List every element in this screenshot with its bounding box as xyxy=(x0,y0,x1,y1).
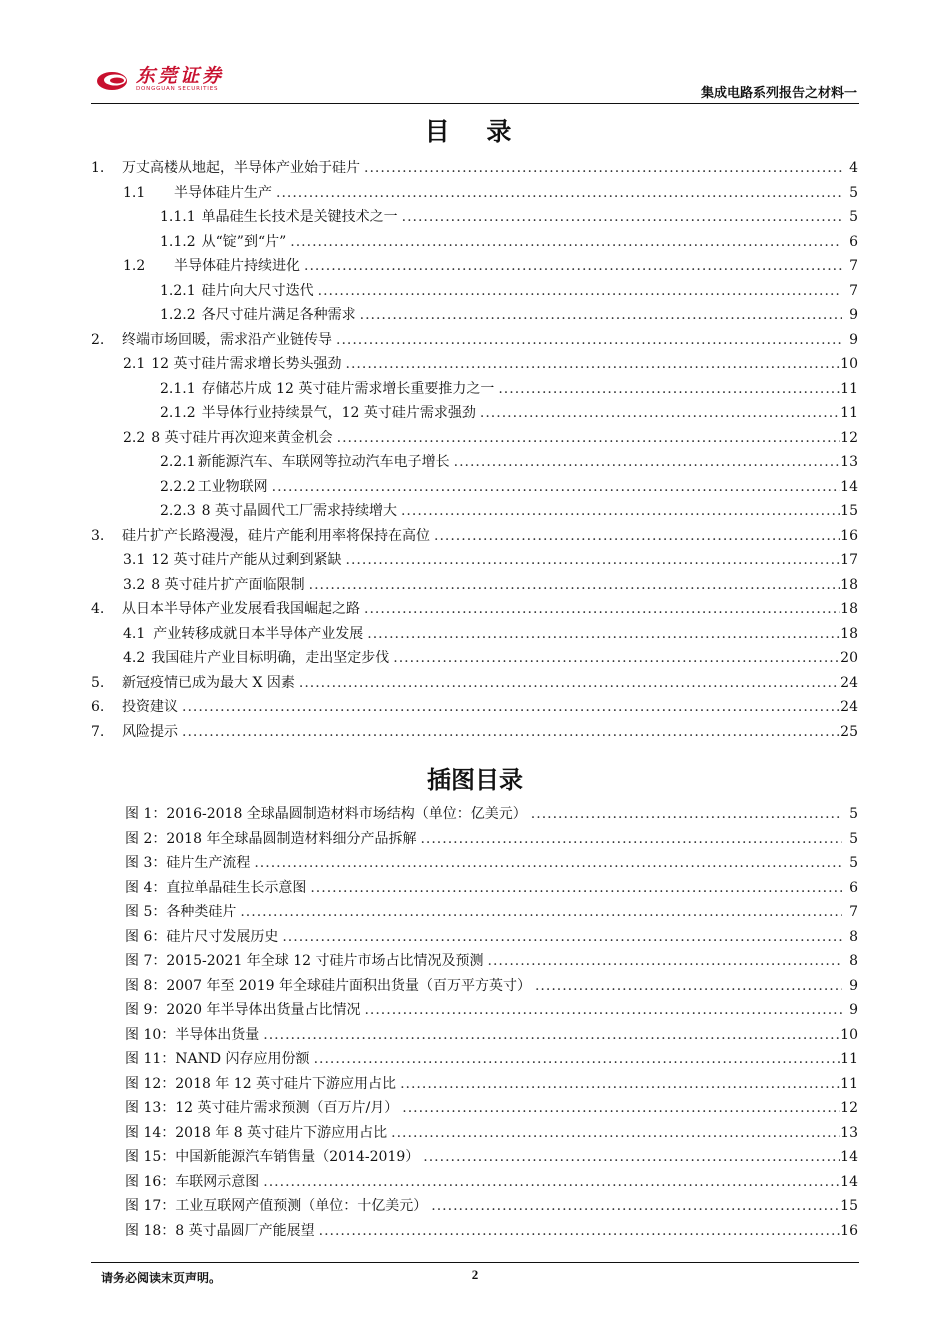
dot-leader xyxy=(236,902,842,922)
toc-entry-page: 10 xyxy=(840,356,858,372)
toc-entry-page: 5 xyxy=(849,209,858,225)
toc-entry-number: 7. xyxy=(91,723,105,740)
figure-entry-text: 2018 年全球晶圆制造材料细分产品拆解 xyxy=(166,830,417,847)
toc-entry-page: 12 xyxy=(840,429,858,446)
toc-entry-text: 硅片向大尺寸迭代 xyxy=(201,282,314,299)
logo-english-name: DONGGUAN SECURITIES xyxy=(136,86,219,92)
figure-label: 图 7： xyxy=(125,953,167,969)
dot-leader xyxy=(416,829,842,849)
toc-entry-page: 24 xyxy=(840,674,858,691)
figure-label: 图 6： xyxy=(125,928,167,945)
figure-entry-page: 10 xyxy=(840,1026,858,1043)
toc-entry-page: 13 xyxy=(840,454,858,470)
figure-label: 图 1： xyxy=(125,806,167,822)
figure-entry-text: 各种类硅片 xyxy=(166,904,237,920)
dot-leader xyxy=(356,305,842,325)
figure-entry-text: 2020 年半导体出货量占比情况 xyxy=(166,1002,361,1018)
page-header xyxy=(91,62,859,104)
toc-entry-number: 3. xyxy=(91,527,105,544)
figure-label: 图 8： xyxy=(125,977,167,994)
figure-entry[interactable] xyxy=(125,849,858,873)
figure-entry-page: 6 xyxy=(849,879,858,896)
dot-leader xyxy=(300,256,842,276)
figure-entry-text: 2016-2018 全球晶圆制造材料市场结构（单位：亿美元） xyxy=(166,806,527,822)
figure-entry-page: 5 xyxy=(849,830,858,847)
toc-entry-number: 2.1 xyxy=(123,356,146,372)
figure-entry-text: 车联网示意图 xyxy=(175,1173,260,1190)
figure-label: 图 16： xyxy=(125,1173,176,1190)
toc-entry-text: 新能源汽车、车联网等拉动汽车电子增长 xyxy=(197,454,450,470)
dot-leader xyxy=(398,207,842,227)
dot-leader xyxy=(178,697,840,717)
toc-entry[interactable] xyxy=(160,448,858,472)
toc-entry-text: 产业转移成就日本半导体产业发展 xyxy=(153,625,364,642)
dot-leader xyxy=(278,927,842,947)
dot-leader xyxy=(531,976,842,996)
figure-entry-text: NAND 闪存应用份额 xyxy=(175,1051,310,1067)
figure-entry[interactable] xyxy=(125,923,858,947)
dot-leader xyxy=(363,624,840,644)
toc-entry[interactable] xyxy=(160,228,858,252)
toc-entry-number: 2.1.1 xyxy=(160,380,196,397)
toc-entry-number: 1.1.2 xyxy=(160,233,196,250)
disclaimer-note: 请务必阅读末页声明。 xyxy=(101,1271,222,1285)
toc-entry-text: 半导体行业持续景气，12 英寸硅片需求强劲 xyxy=(201,405,476,421)
figure-entry-page: 11 xyxy=(840,1075,858,1092)
figure-label: 图 2： xyxy=(125,830,167,847)
figure-entry-text: 直拉单晶硅生长示意图 xyxy=(166,879,307,896)
toc-entry-text: 工业物联网 xyxy=(197,478,268,495)
figure-label: 图 12： xyxy=(125,1075,176,1092)
toc-entry[interactable] xyxy=(160,203,858,227)
dot-leader xyxy=(389,648,840,668)
dot-leader xyxy=(427,1196,840,1216)
figure-entry[interactable] xyxy=(125,996,858,1020)
toc-entry-page: 18 xyxy=(840,601,858,617)
figure-entry-page: 15 xyxy=(840,1198,858,1214)
toc-entry-text: 12 英寸硅片产能从过剩到紧缺 xyxy=(151,552,342,568)
toc-entry-page: 17 xyxy=(840,552,858,568)
toc-entry-number: 2.1.2 xyxy=(160,405,196,421)
toc-entry-text: 8 英寸晶圆代工厂需求持续增大 xyxy=(201,503,397,519)
toc-entry[interactable] xyxy=(123,546,858,570)
toc-heading: 目 录 xyxy=(424,117,526,146)
figure-entry-text: 工业互联网产值预测（单位：十亿美元） xyxy=(175,1198,428,1214)
toc-entry-text: 投资建议 xyxy=(122,699,178,715)
toc-entry-number: 2.2.1 xyxy=(160,454,196,470)
dot-leader xyxy=(484,951,842,971)
toc-entry-number: 4. xyxy=(91,601,105,617)
figure-entry[interactable] xyxy=(125,1119,858,1143)
dot-leader xyxy=(178,722,840,742)
figure-entry-page: 8 xyxy=(849,928,858,945)
figure-entry-text: 半导体出货量 xyxy=(175,1026,260,1043)
figure-entry-text: 2018 年 12 英寸硅片下游应用占比 xyxy=(175,1075,397,1092)
dot-leader xyxy=(259,1025,840,1045)
toc-entry-page: 18 xyxy=(840,576,858,593)
figure-entry[interactable] xyxy=(125,898,858,922)
toc-entry-number: 4.1 xyxy=(123,625,146,642)
figure-label: 图 5： xyxy=(125,904,167,920)
figure-label: 图 10： xyxy=(125,1026,176,1043)
figure-entry-text: 2015-2021 年全球 12 寸硅片市场占比情况及预测 xyxy=(166,953,484,969)
toc-entry-page: 7 xyxy=(849,258,858,274)
toc-entry-text: 万丈高楼从地起，半导体产业始于硅片 xyxy=(122,160,360,176)
figure-entry-page: 5 xyxy=(849,855,858,871)
figure-entry-text: 硅片尺寸发展历史 xyxy=(166,928,279,945)
dot-leader xyxy=(295,673,840,693)
toc-entry-text: 各尺寸硅片满足各种需求 xyxy=(201,307,356,323)
dot-leader xyxy=(305,575,841,595)
header-divider xyxy=(91,103,859,104)
toc-entry-page: 20 xyxy=(840,650,858,666)
toc-entry-page: 24 xyxy=(840,699,858,715)
figure-entry-text: 2018 年 8 英寸硅片下游应用占比 xyxy=(175,1124,388,1141)
toc-entry-number: 4.2 xyxy=(123,650,146,666)
toc-entry-page: 4 xyxy=(849,160,858,176)
figure-entry-page: 14 xyxy=(840,1149,858,1165)
dot-leader xyxy=(450,452,841,472)
toc-entry-number: 2.2.3 xyxy=(160,503,196,519)
toc-entry-page: 11 xyxy=(840,380,858,397)
figure-label: 图 11： xyxy=(125,1051,176,1067)
dot-leader xyxy=(268,477,841,497)
toc-entry-number: 2.2.2 xyxy=(160,478,196,495)
toc-entry[interactable] xyxy=(91,718,858,742)
toc-entry-number: 6. xyxy=(91,699,105,715)
figure-label: 图 9： xyxy=(125,1002,167,1018)
toc-entry-text: 硅片扩产长路漫漫，硅片产能利用率将保持在高位 xyxy=(122,527,430,544)
toc-entry-number: 1.1 xyxy=(123,184,146,201)
dot-leader xyxy=(333,428,841,448)
dot-leader xyxy=(527,804,842,824)
toc-entry-number: 1. xyxy=(91,160,105,176)
figure-label: 图 17： xyxy=(125,1198,176,1214)
dot-leader xyxy=(286,232,842,252)
figure-entry-text: 中国新能源汽车销售量（2014-2019） xyxy=(175,1149,420,1165)
toc-entry-page: 16 xyxy=(840,527,858,544)
dot-leader xyxy=(315,1221,841,1241)
dot-leader xyxy=(360,599,840,619)
dot-leader xyxy=(360,1000,842,1020)
dot-leader xyxy=(419,1147,840,1167)
toc-entry-page: 11 xyxy=(840,405,858,421)
figure-entry[interactable] xyxy=(125,825,858,849)
toc-entry[interactable] xyxy=(160,497,858,521)
toc-entry-text: 存储芯片成 12 英寸硅片需求增长重要推力之一 xyxy=(201,380,495,397)
figure-entry[interactable] xyxy=(125,1143,858,1167)
figure-label: 图 15： xyxy=(125,1149,176,1165)
dot-leader xyxy=(398,1098,840,1118)
toc-entry-page: 6 xyxy=(849,233,858,250)
logo-chinese-name: 东莞证券 xyxy=(136,65,225,87)
figure-entry[interactable] xyxy=(125,1070,858,1094)
dot-leader xyxy=(250,853,842,873)
figure-entry[interactable] xyxy=(125,1045,858,1069)
figure-entry-text: 硅片生产流程 xyxy=(166,855,251,871)
toc-entry[interactable] xyxy=(91,522,858,546)
toc-entry-number: 3.1 xyxy=(123,552,146,568)
figure-entry[interactable] xyxy=(125,1217,858,1241)
figure-entry[interactable] xyxy=(125,972,858,996)
dot-leader xyxy=(306,878,842,898)
dot-leader xyxy=(360,158,842,178)
toc-entry[interactable] xyxy=(123,644,858,668)
toc-entry-number: 1.2 xyxy=(123,258,146,274)
toc-entry[interactable] xyxy=(123,571,858,595)
figure-list-heading: 插图目录 xyxy=(427,766,523,794)
figure-entry-page: 14 xyxy=(840,1173,858,1190)
toc-entry-text: 新冠疫情已成为最大 X 因素 xyxy=(122,674,295,691)
toc-entry-page: 14 xyxy=(840,478,858,495)
toc-entry[interactable] xyxy=(91,326,858,350)
figure-entry-page: 11 xyxy=(840,1051,858,1067)
dot-leader xyxy=(310,1049,841,1069)
dot-leader xyxy=(396,1074,840,1094)
figure-entry[interactable] xyxy=(125,800,858,824)
toc-entry[interactable] xyxy=(160,277,858,301)
toc-entry-number: 1.1.1 xyxy=(160,209,196,225)
toc-entry-text: 8 英寸硅片再次迎来黄金机会 xyxy=(151,429,333,446)
figure-label: 图 13： xyxy=(125,1100,176,1116)
toc-entry[interactable] xyxy=(160,399,858,423)
figure-entry-page: 9 xyxy=(849,1002,858,1018)
toc-entry-text: 风险提示 xyxy=(122,723,178,740)
toc-entry[interactable] xyxy=(123,252,858,276)
toc-entry-text: 我国硅片产业目标明确，走出坚定步伐 xyxy=(151,650,390,666)
figure-entry-page: 12 xyxy=(840,1100,858,1116)
toc-entry-text: 半导体硅片生产 xyxy=(174,184,272,201)
toc-entry-text: 12 英寸硅片需求增长势头强劲 xyxy=(151,356,342,372)
toc-entry-page: 5 xyxy=(849,184,858,201)
page-footer xyxy=(91,1262,859,1292)
toc-entry-text: 8 英寸硅片扩产面临限制 xyxy=(151,576,305,593)
figure-entry[interactable] xyxy=(125,1094,858,1118)
logo-swoosh-icon xyxy=(96,68,130,92)
toc-entry-text: 终端市场回暖，需求沿产业链传导 xyxy=(122,331,332,348)
toc-entry-page: 15 xyxy=(840,503,858,519)
toc-entry-text: 从“锭”到“片” xyxy=(201,233,287,250)
dot-leader xyxy=(314,281,842,301)
toc-entry-number: 1.2.1 xyxy=(160,282,196,299)
toc-entry-text: 单晶硅生长技术是关键技术之一 xyxy=(201,209,398,225)
toc-entry[interactable] xyxy=(160,375,858,399)
toc-entry[interactable] xyxy=(91,154,858,178)
toc-entry-text: 从日本半导体产业发展看我国崛起之路 xyxy=(122,601,360,617)
toc-entry[interactable] xyxy=(123,350,858,374)
figure-entry-text: 12 英寸硅片需求预测（百万片/月） xyxy=(175,1100,399,1116)
figure-entry-text: 8 英寸晶圆厂产能展望 xyxy=(175,1222,315,1239)
figure-entry-page: 7 xyxy=(849,904,858,920)
figure-entry-page: 9 xyxy=(849,977,858,994)
dot-leader xyxy=(397,501,840,521)
figure-entry-text: 2007 年至 2019 年全球硅片面积出货量（百万平方英寸） xyxy=(166,977,531,994)
toc-entry[interactable] xyxy=(160,473,858,497)
dot-leader xyxy=(476,403,840,423)
toc-entry[interactable] xyxy=(123,179,858,203)
toc-entry-number: 5. xyxy=(91,674,105,691)
figure-entry[interactable] xyxy=(125,1168,858,1192)
dot-leader xyxy=(332,330,842,350)
dot-leader xyxy=(272,183,842,203)
toc-entry-page: 18 xyxy=(840,625,858,642)
dot-leader xyxy=(342,550,841,570)
dot-leader xyxy=(387,1123,840,1143)
toc-entry[interactable] xyxy=(123,424,858,448)
dot-leader xyxy=(342,354,841,374)
page-number: 2 xyxy=(471,1267,479,1282)
dot-leader xyxy=(430,526,840,546)
toc-entry-number: 2. xyxy=(91,331,105,348)
figure-entry-page: 8 xyxy=(849,953,858,969)
toc-entry[interactable] xyxy=(91,669,858,693)
toc-entry-page: 9 xyxy=(849,307,858,323)
toc-entry-page: 25 xyxy=(840,723,858,740)
figure-entry[interactable] xyxy=(125,874,858,898)
figure-entry[interactable] xyxy=(125,1021,858,1045)
report-series-title: 集成电路系列报告之材料一 xyxy=(700,86,857,101)
figure-entry[interactable] xyxy=(125,1192,858,1216)
footer-divider xyxy=(91,1262,859,1263)
figure-entry-page: 5 xyxy=(849,806,858,822)
toc-entry-page: 9 xyxy=(849,331,858,348)
toc-entry[interactable] xyxy=(91,595,858,619)
toc-entry-number: 3.2 xyxy=(123,576,146,593)
figure-label: 图 3： xyxy=(125,855,167,871)
company-logo xyxy=(96,66,224,93)
toc-entry-number: 1.2.2 xyxy=(160,307,196,323)
dot-leader xyxy=(259,1172,840,1192)
toc-entry[interactable] xyxy=(123,620,858,644)
figure-label: 图 14： xyxy=(125,1124,176,1141)
figure-label: 图 4： xyxy=(125,879,167,896)
toc-entry-number: 2.2 xyxy=(123,429,146,446)
toc-entry[interactable] xyxy=(91,693,858,717)
toc-entry-text: 半导体硅片持续进化 xyxy=(174,258,300,274)
figure-entry-page: 16 xyxy=(840,1222,858,1239)
figure-entry-page: 13 xyxy=(840,1124,858,1141)
toc-entry[interactable] xyxy=(160,301,858,325)
figure-label: 图 18： xyxy=(125,1222,176,1239)
figure-entry[interactable] xyxy=(125,947,858,971)
toc-entry-page: 7 xyxy=(849,282,858,299)
dot-leader xyxy=(494,379,840,399)
